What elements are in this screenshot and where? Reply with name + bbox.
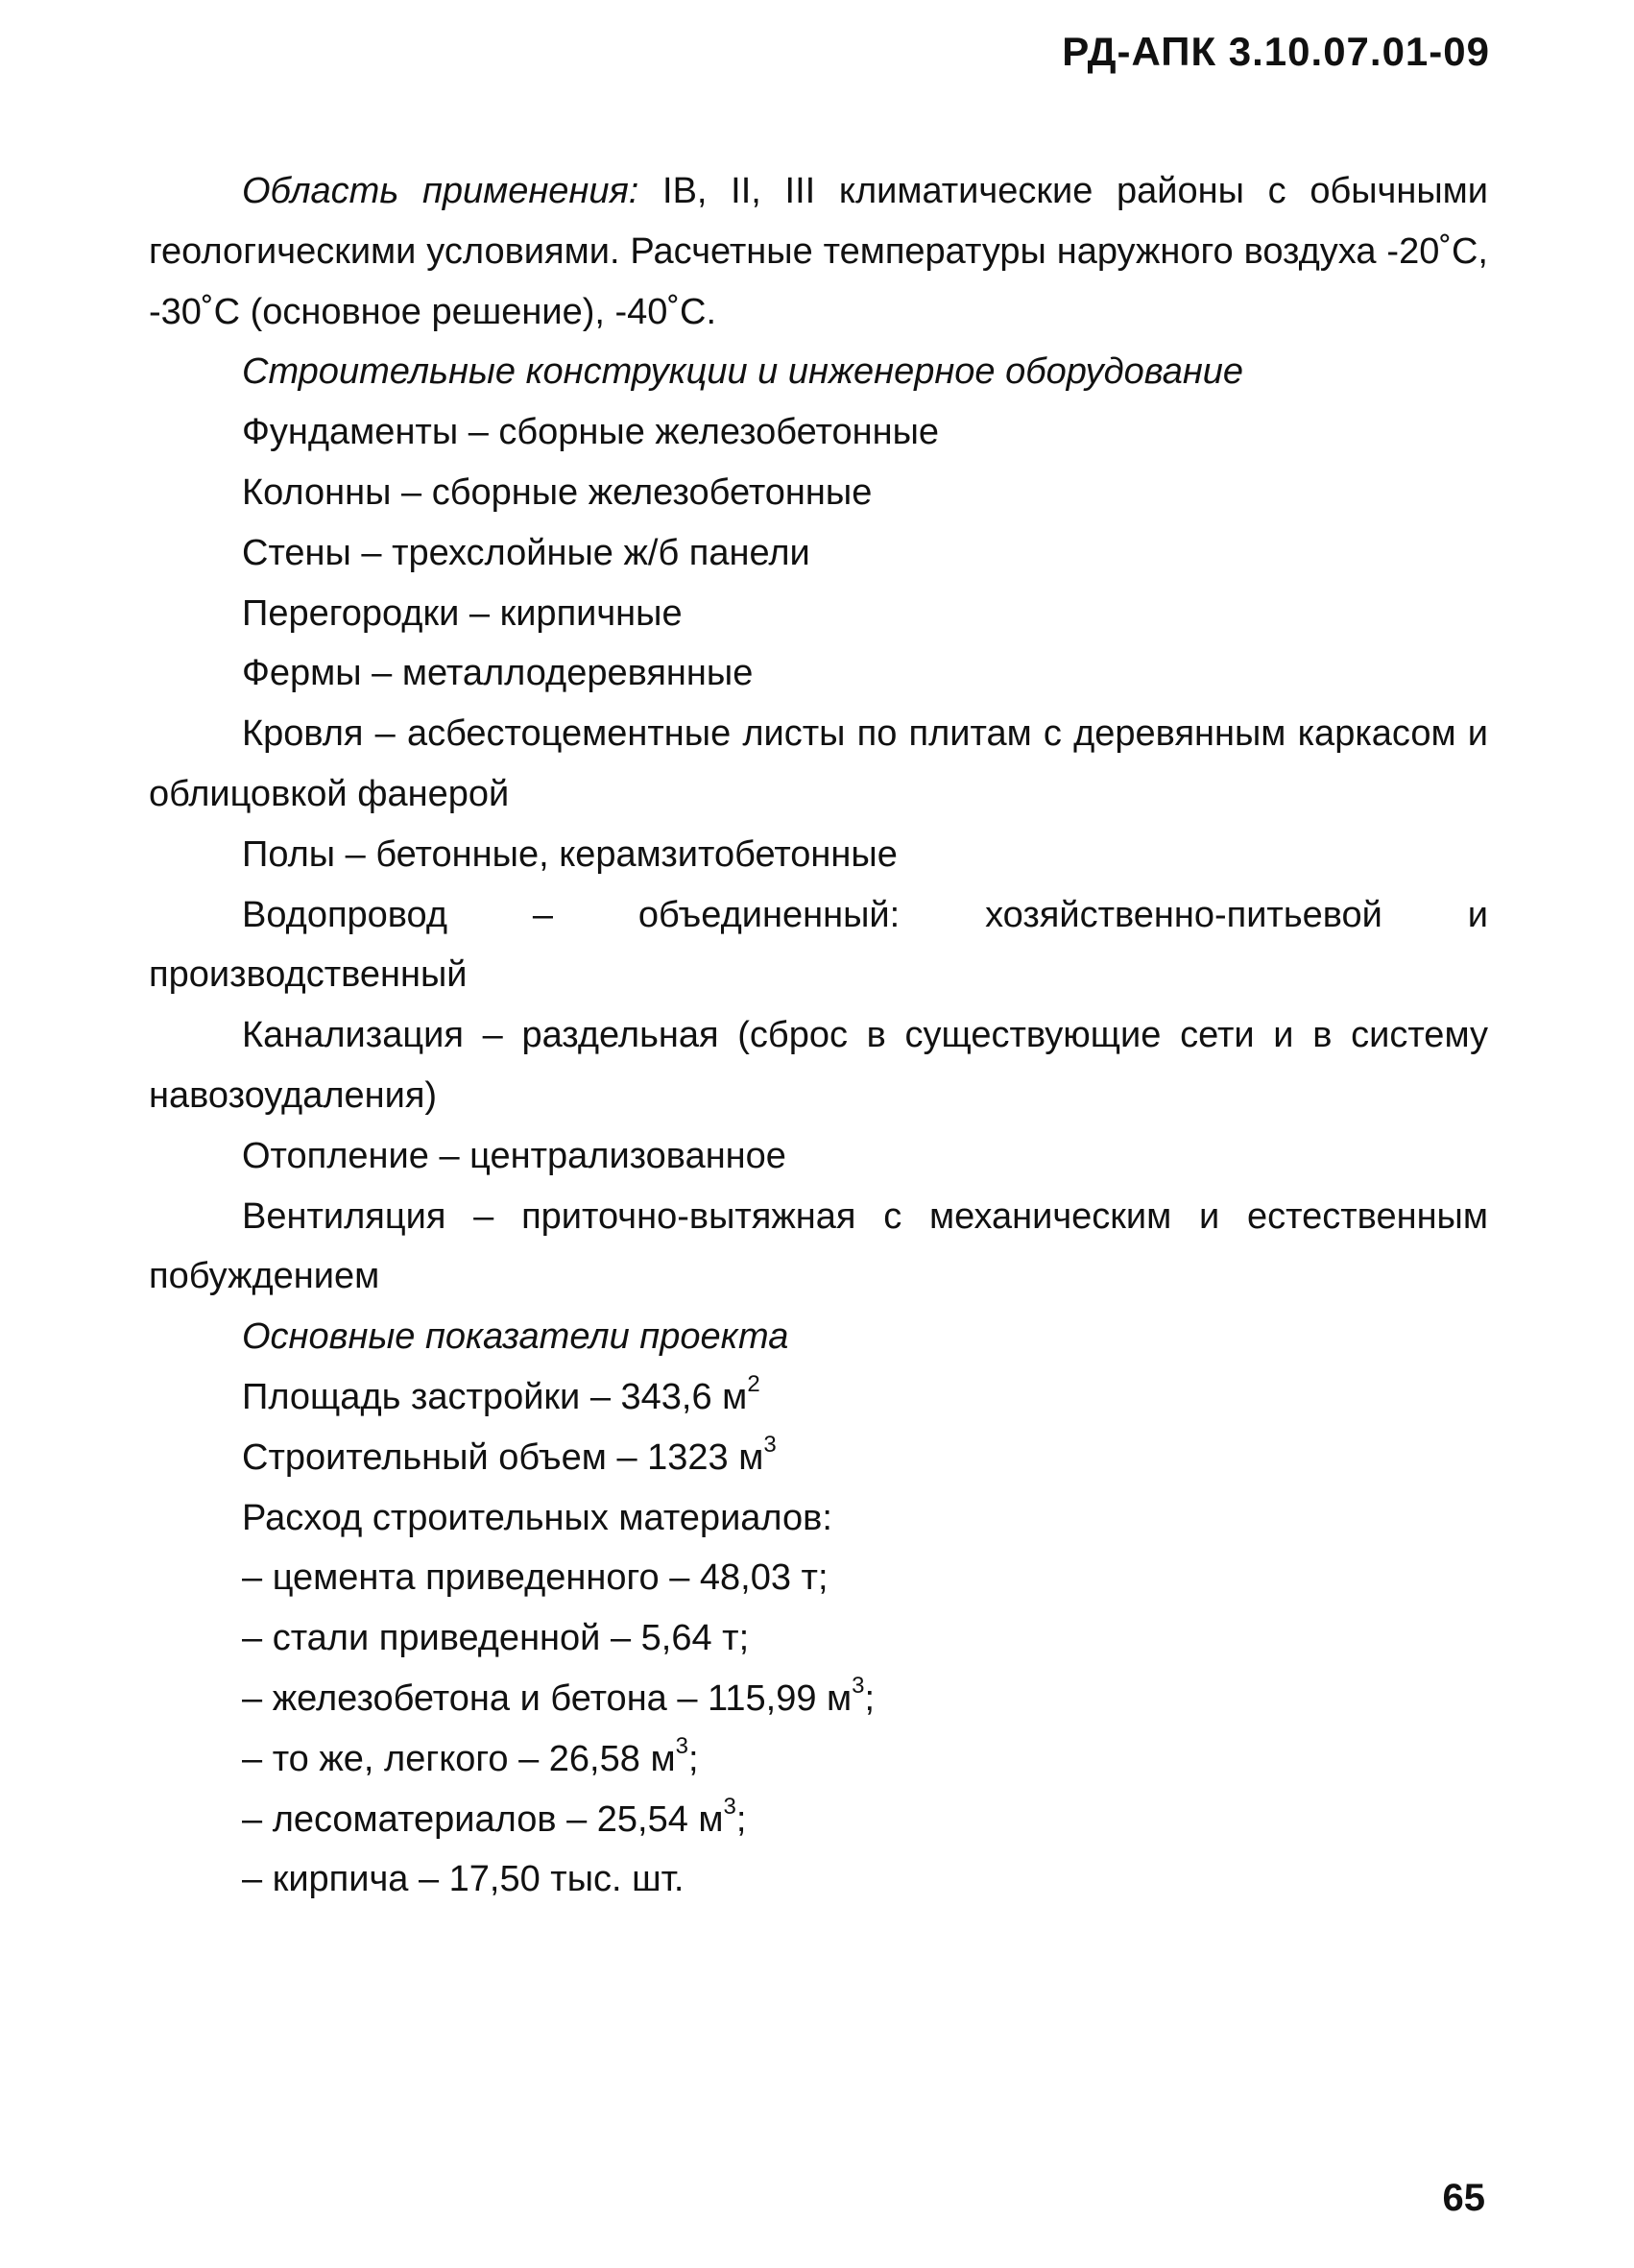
- item-floors: Полы – бетонные, керамзитобетонные: [242, 833, 898, 875]
- scope-paragraph: [149, 161, 1488, 342]
- page-body: [149, 161, 1488, 1910]
- light-concrete-text: – то же, легкого – 26,58 м: [242, 1738, 676, 1779]
- item-foundations: Фундаменты – сборные железобетонные: [242, 412, 940, 453]
- volume-sup: 3: [763, 1432, 777, 1459]
- built-area-sup: 2: [747, 1371, 760, 1398]
- concrete-text: – железобетона и бетона – 115,99 м: [242, 1677, 853, 1719]
- material-cement: – цемента приведенного – 48,03 т;: [242, 1557, 829, 1599]
- item-partitions: Перегородки – кирпичные: [242, 592, 683, 634]
- concrete-end: ;: [864, 1677, 876, 1719]
- scope-text: IВ, II, III климатические районы с обычными геологическими условиями. Расчетные температуры наружного воздуха -20˚С, -30˚С (основное решение), -40˚С.: [149, 171, 1488, 332]
- light-concrete-end: ;: [687, 1738, 699, 1779]
- document-code: РД-АПК 3.10.07.01-09: [1062, 29, 1490, 74]
- volume-text: Строительный объем – 1323 м: [242, 1436, 764, 1478]
- built-area-text: Площадь застройки – 343,6 м: [242, 1376, 748, 1417]
- item-water-supply: Водопровод – объединенный: хозяйственно-питьевой и производственный: [149, 894, 1488, 996]
- timber-end: ;: [735, 1798, 747, 1840]
- built-area: [149, 1367, 1488, 1428]
- item-ventilation: Вентиляция – приточно-вытяжная с механическим и естественным побуждением: [149, 1195, 1488, 1297]
- item-sewerage: Канализация – раздельная (сброс в существующие сети и в систему навозоудаления): [149, 1015, 1488, 1116]
- timber-sup: 3: [723, 1793, 736, 1820]
- concrete-sup: 3: [852, 1673, 865, 1700]
- material-concrete: [149, 1669, 1488, 1729]
- scope-lead: Область применения:: [242, 171, 639, 211]
- item-heating: Отопление – централизованное: [242, 1135, 786, 1176]
- material-timber: [149, 1790, 1488, 1850]
- material-light-concrete: [149, 1729, 1488, 1790]
- page-number: 65: [1442, 2177, 1485, 2219]
- light-concrete-sup: 3: [675, 1733, 688, 1760]
- item-trusses: Фермы – металлодеревянные: [242, 653, 754, 694]
- constructions-heading: Строительные конструкции и инженерное оборудование: [242, 351, 1244, 393]
- indicators-heading: Основные показатели проекта: [242, 1316, 789, 1358]
- timber-text: – лесоматериалов – 25,54 м: [242, 1798, 724, 1840]
- item-columns: Колонны – сборные железобетонные: [242, 471, 873, 513]
- item-roof: Кровля – асбестоцементные листы по плитам с деревянным каркасом и облицовкой фанерой: [149, 713, 1488, 814]
- item-walls: Стены – трехслойные ж/б панели: [242, 532, 810, 573]
- materials-intro: Расход строительных материалов:: [242, 1497, 832, 1538]
- material-bricks: – кирпича – 17,50 тыс. шт.: [242, 1859, 685, 1900]
- material-steel: – стали приведенной – 5,64 т;: [242, 1618, 750, 1659]
- building-volume: [149, 1428, 1488, 1488]
